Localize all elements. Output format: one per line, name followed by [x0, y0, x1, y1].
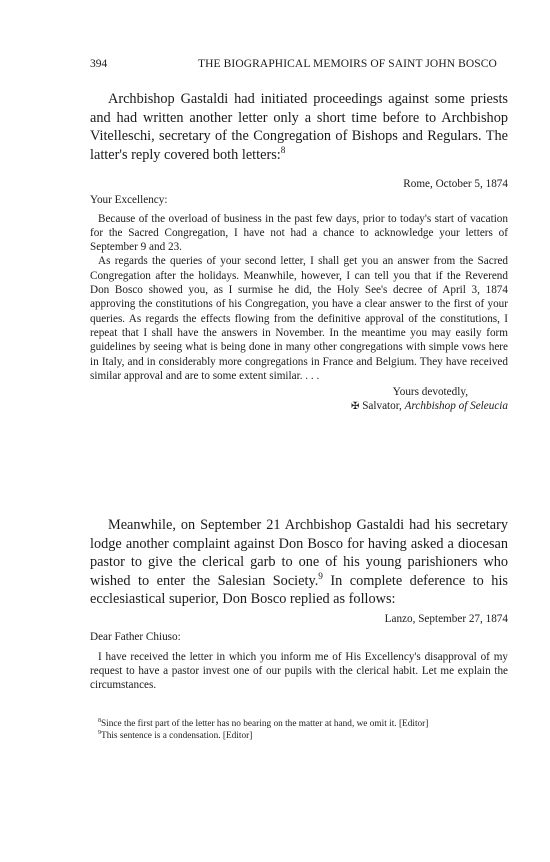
footnote-9: $^9$This sentence is a condensation. [Editor] — [98, 730, 253, 742]
footnotes — [90, 718, 508, 742]
letter1-salutation: Your Excellency: — [90, 194, 168, 207]
letter1-paragraph-2: As regards the queries of your second letter, I shall get you an answer from the Sacred Congregation after the holidays. Meanwhile, however, I can tell you that if the Reverend Don Bosco showed you, as I surmise he did, the Holy See's decree of April 3, 1874 approving the constitutions of his Congregation, you have a clear answer to the first of your queries. As regards the effects flowing from the definitive approval of the constitutions, I repeat that I shall have the answers in November. In the meantime you may easily form guidelines by seeing what is being done in many other congregations with simple vows here in Italy, and in considerably more congregations in France and Belgium. They have received similar approval and are to some extent similar. . . . — [90, 255, 508, 382]
letter1-dateline: Rome, October 5, 1874 — [403, 178, 508, 190]
letter1-paragraph-1: Because of the overload of business in the past few days, prior to today's start of vacation for the Sacred Congregation, I have not had a chance to acknowledge your letters of September 9 and 23. — [90, 212, 508, 254]
intro-paragraph — [90, 90, 508, 164]
footnote-8: $^8$Since the first part of the letter has no bearing on the matter at hand, we omit it. [Editor] — [98, 717, 429, 729]
middle-paragraph — [90, 516, 508, 609]
footnote-ref-8: 8 — [280, 146, 286, 157]
signature-name: Salvator, — [362, 400, 405, 413]
letter-rome — [90, 177, 508, 415]
cross-icon: ✠ — [351, 401, 360, 413]
letter2-paragraph-1: I have received the letter in which you inform me of His Excellency's disapproval of my request to have a pastor invest one of our pupils with the clerical habit. Let me explain the circumstances. — [90, 650, 508, 692]
letter1-closing: Yours devotedly, — [392, 386, 468, 399]
intro-text: Archbishop Gastaldi had initiated proceedings against some priests and had written another letter only a short time before to Archbishop Vitelleschi, secretary of the Congregation of Bishops and Regulars. The latter's reply covered both letters: — [90, 91, 508, 163]
middle-text: Meanwhile, on September 21 Archbishop Gastaldi had his secretary lodge another complaint against Don Bosco for having asked a diocesan pastor to give the clerical garb to one of his young parishioners who wished to enter the Salesian Society. — [90, 517, 508, 589]
middle-text-continued: In complete deference to his ecclesiastical superior, Don Bosco replied as follows: — [90, 572, 508, 608]
page-number: 394 — [90, 58, 108, 70]
running-title: THE BIOGRAPHICAL MEMOIRS OF SAINT JOHN BOSCO — [198, 58, 497, 70]
footnote-ref-9: 9 — [318, 572, 323, 583]
letter-lanzo — [90, 612, 508, 692]
letter1-signature — [90, 399, 508, 414]
signature-title: Archbishop of Seleucia — [404, 400, 508, 413]
letter2-salutation: Dear Father Chiuso: — [90, 631, 181, 644]
letter2-dateline: Lanzo, September 27, 1874 — [384, 613, 508, 625]
